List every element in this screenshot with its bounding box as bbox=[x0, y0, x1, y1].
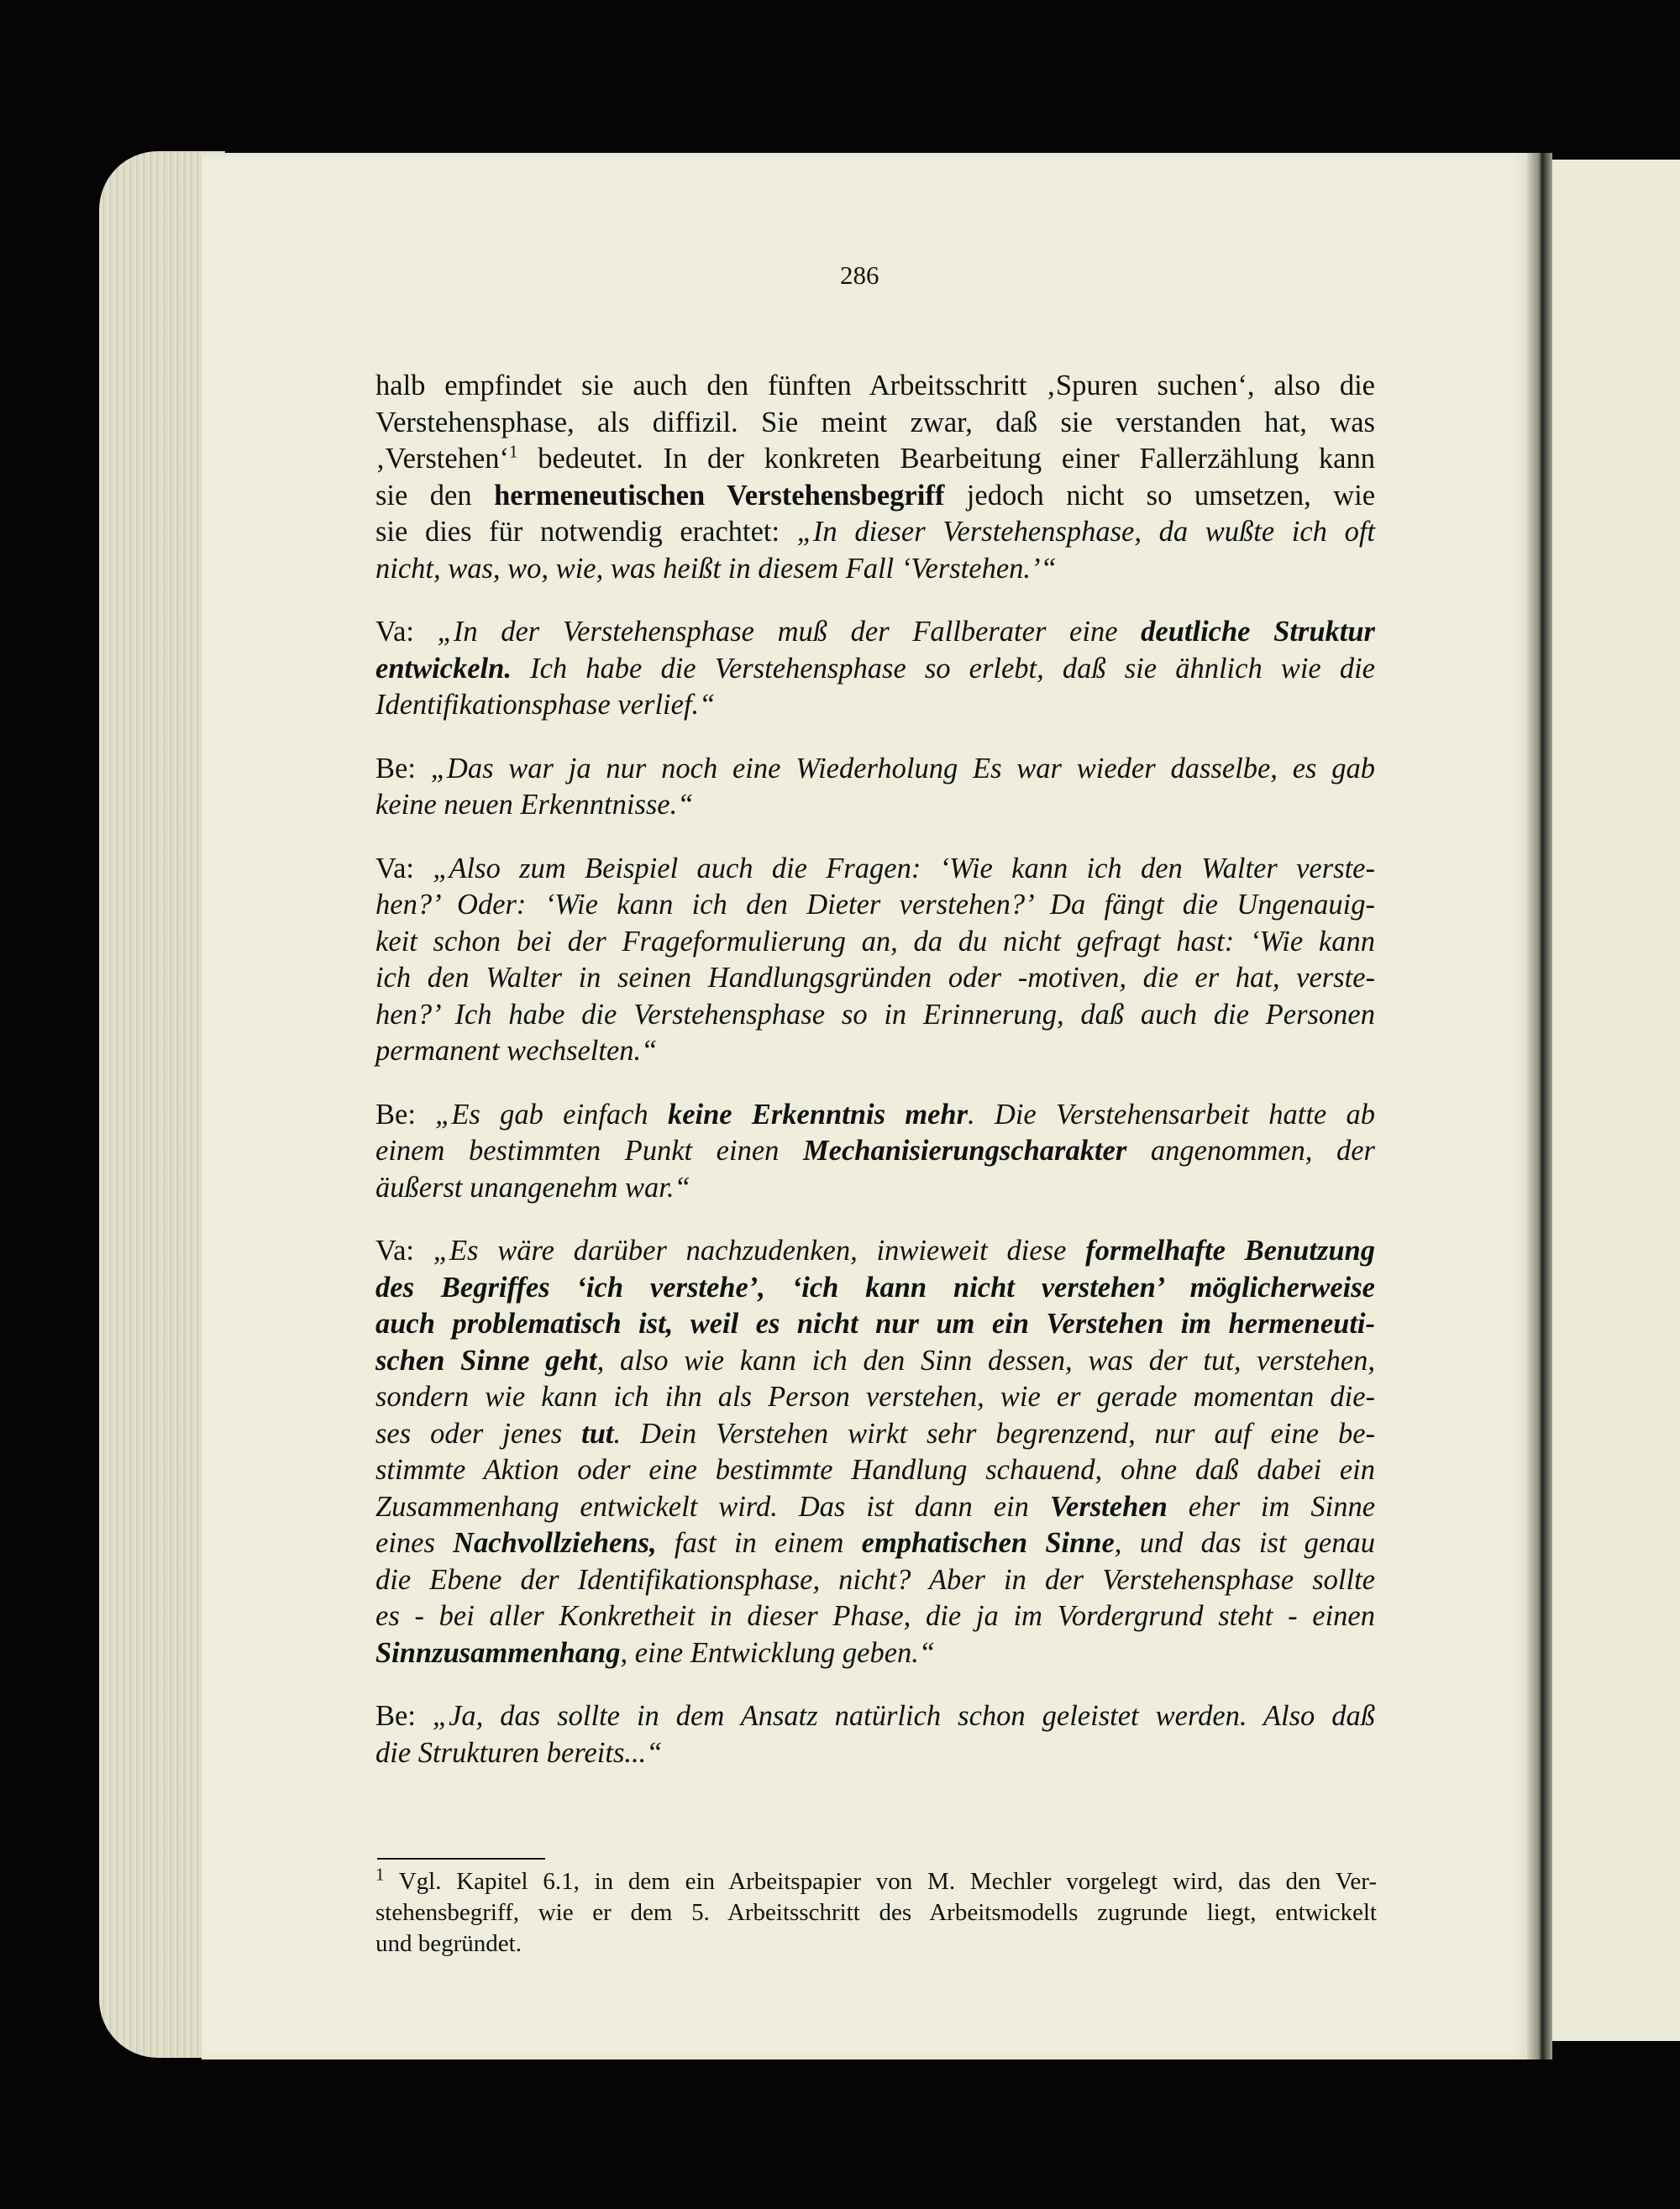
text-line: Zusammenhang entwickelt wird. Das ist dann ein Verstehen eher im Sinne bbox=[375, 1490, 1376, 1523]
text-line: Va: „In der Verstehensphase muß der Fallberater eine deutliche Struktur bbox=[375, 616, 1375, 648]
text-line: sie dies für notwendig erachtet: „In dieser Verstehensphase, da wußte ich oft bbox=[375, 516, 1375, 548]
text-line: Sinnzusammenhang, eine Entwicklung geben.“ bbox=[375, 1636, 936, 1669]
text-line: ich den Walter in seinen Handlungsgründen oder -motiven, die er hat, verste- bbox=[375, 962, 1375, 994]
text-line: entwickeln. Ich habe die Verstehensphase so erlebt, daß sie ähnlich wie die bbox=[375, 652, 1375, 685]
text-line: keit schon bei der Frageformulierung an, da du nicht gefragt hast: ‘Wie kann bbox=[375, 925, 1375, 958]
text-line: Va: „Also zum Beispiel auch die Fragen: ‘Wie kann ich den Walter verste- bbox=[375, 852, 1375, 884]
next-page-edge bbox=[1552, 160, 1680, 2041]
text-line: die Ebene der Identifikationsphase, nicht? Aber in der Verstehensphase sollte bbox=[375, 1563, 1375, 1596]
text-line: des Begriffes ‘ich verstehe’, ‘ich kann nicht verstehen’ möglicherweise bbox=[375, 1271, 1375, 1304]
book-gutter bbox=[1527, 153, 1552, 2059]
text-line: Be: „Es gab einfach keine Erkenntnis mehr. Die Verstehensarbeit hatte ab bbox=[375, 1098, 1375, 1131]
text-line: eines Nachvollziehens, fast in einem emphatischen Sinne, und das ist genau bbox=[375, 1527, 1375, 1559]
footnote-number: 1 bbox=[375, 1864, 385, 1885]
page-number: 286 bbox=[840, 260, 879, 290]
text-line: Be: „Das war ja nur noch eine Wiederholung Es war wieder dasselbe, es gab bbox=[375, 752, 1375, 784]
footnote-line: stehensbegriff, wie er dem 5. Arbeitsschritt des Arbeitsmodells zugrunde liegt, entwickelt bbox=[375, 1899, 1377, 1926]
text-line: die Strukturen bereits...“ bbox=[375, 1736, 663, 1769]
text-line: keine neuen Erkenntnisse.“ bbox=[375, 789, 694, 821]
text-line: es - bei aller Konkretheit in dieser Phase, die ja im Vordergrund steht - einen bbox=[375, 1600, 1375, 1632]
text-line: ‚Verstehen‘$^1$ bedeutet. In der konkreten Bearbeitung einer Fallerzählung kann bbox=[375, 441, 1375, 475]
text-line: Identifikationsphase verlief.“ bbox=[375, 689, 716, 721]
text-line: auch problematisch ist, weil es nicht nur um ein Verstehen im hermeneuti- bbox=[375, 1308, 1375, 1340]
text-line: stimmte Aktion oder eine bestimmte Handlung schauend, ohne daß dabei ein bbox=[375, 1454, 1375, 1486]
text-line: Va: „Es wäre darüber nachzudenken, inwieweit diese formelhafte Benutzung bbox=[375, 1235, 1375, 1267]
text-line: ses oder jenes tut. Dein Verstehen wirkt sehr begrenzend, nur auf eine be- bbox=[375, 1417, 1376, 1450]
text-line: nicht, was, wo, wie, was heißt in diesem Fall ‘Verstehen.’“ bbox=[375, 552, 1057, 585]
text-line: Verstehensphase, als diffizil. Sie meint zwar, daß sie verstanden hat, was bbox=[375, 406, 1375, 438]
footnote-line: $^1$ Vgl. Kapitel 6.1, in dem ein Arbeitspapier von M. Mechler vorgelegt wird, das den Ver- bbox=[375, 1864, 1377, 1895]
text-line: einem bestimmten Punkt einen Mechanisierungscharakter angenommen, der bbox=[375, 1135, 1375, 1167]
text-line: hen?’ Ich habe die Verstehensphase so in Erinnerung, daß auch die Personen bbox=[375, 998, 1375, 1031]
text-line: hen?’ Oder: ‘Wie kann ich den Dieter verstehen?’ Da fängt die Ungenauig- bbox=[375, 889, 1375, 921]
footnote-divider bbox=[377, 1858, 545, 1860]
footnote bbox=[375, 1866, 1377, 1960]
text-line: permanent wechselten.“ bbox=[375, 1035, 658, 1067]
footnote-marker: 1 bbox=[509, 441, 518, 462]
text-line: Be: „Ja, das sollte in dem Ansatz natürlich schon geleistet werden. Also daß bbox=[375, 1700, 1375, 1732]
footnote-line: und begründet. bbox=[375, 1930, 522, 1957]
text-line: sie den hermeneutischen Verstehensbegriff jedoch nicht so umsetzen, wie bbox=[375, 479, 1376, 512]
text-line: schen Sinne geht, also wie kann ich den Sinn dessen, was der tut, verstehen, bbox=[375, 1344, 1375, 1377]
text-line: halb empfindet sie auch den fünften Arbeitsschritt ‚Spuren suchen‘, also die bbox=[375, 370, 1375, 401]
text-line: sondern wie kann ich ihn als Person verstehen, wie er gerade momentan die- bbox=[375, 1381, 1375, 1413]
text-line: äußerst unangenehm war.“ bbox=[375, 1171, 690, 1204]
body-text bbox=[375, 368, 1375, 1771]
